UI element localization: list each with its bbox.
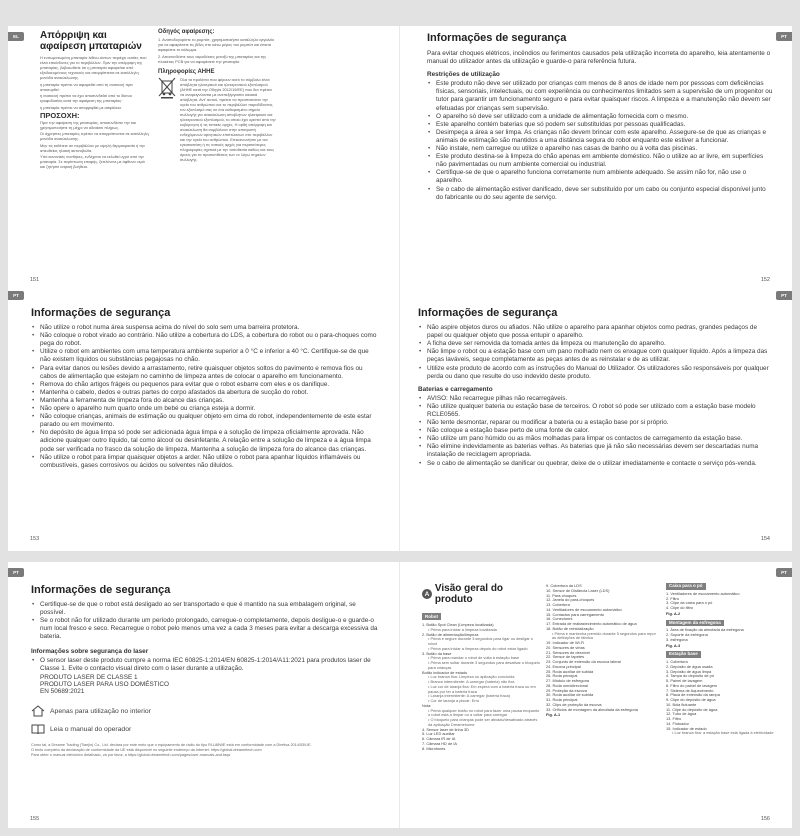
part-note: • Prima e segure durante 3 segundos para ligar ou desligar o robot [422,637,542,647]
page-title: Informações de segurança [31,584,171,596]
bullet-item: • No depósito de água limpa só pode ser adicionada água limpa e a solução de limpeza oficialmente aprovada. Não adicione qualquer outro líquido, tal como álcool ou desinfetante. A relação entre a solução de limpeza e a água limpa pode ser verificada no frasco da solução de limpeza. Mantenha a solução de limpeza fora do alcance das crianças. [31,429,381,453]
intro-paragraph: Η ενσωματωμένη μπαταρία λιθίου-ιόντων περιέχει ουσίες που είναι επικίνδυνες για το περιβάλλον. Πριν την απόρριψη της μπαταρίας, βεβαιωθείτε ότι η μπαταρία αφαιρείται από εξειδικευμένους τεχνικούς και απορρίπτεται σε κατάλληλη μονάδα ανακύκλωσης. [40,55,147,80]
part-item: 23. Conjunto de extensão da escova lateral [546,659,621,664]
guide-step: 1. Αναποδογυρίστε το ρομπότ, χρησιμοποιήστε κατάλληλο εργαλείο για να αφαιρέσετε τις βίδες στο κάτω μέρος του ρομπότ και έπειτα αφαιρέστε το κάλυμμα. [158,37,275,52]
part-item: 14. Ventiladores de escoamento automático [546,606,622,612]
caution-item: Μην τις εκθέτετε σε περιβάλλον με υψηλή θερμοκρασία ή την απευθείας ηλιακή ακτινοβολία. [40,142,145,153]
caution-item: Οι άχρηστες μπαταρίες πρέπει να απορρίπτονται σε κατάλληλη μονάδα ανακύκλωσης. [40,131,149,141]
bullet-item: • Utilize o robot em ambientes com uma temperatura ambiente superior a 0 °C e inferior a 40 °C. Certifique-se de que não existem líquidos ou substâncias pegajosas no chão. [31,348,381,364]
part-item: 7. Câmara HD de IA [422,740,458,746]
bullet-item: • Se o robot não for utilizado durante um período prolongado, carregue-o completamente, depois desligue-o e guarde-o num local fresco e seco. Recarregue o robot pelo menos uma vez a cada 3 meses para evitar a descarga excessiva da bateria. [31,617,381,641]
bullet-item: • Não coloque crianças, animais de estimação ou qualquer objeto em cima do robot, independentemente de este estar parado ou em movimento. [31,413,381,429]
intro-paragraph: Para evitar choques elétricos, incêndios ou ferimentos causados pela utilização incorreta do aparelho, leia atentamente o manual do utilizador antes da utilização e guarde-o para referência futura. [427,50,771,66]
bullet-item: • Utilize este produto de acordo com as instruções do Manual do Utilizador. Os utilizadores são responsáveis por qualquer perda ou dano que resulte do uso indevido deste produto. [418,365,773,381]
bullet-item: • Este produto destina-se à limpeza do chão apenas em ambiente doméstico. Não o utilize ao ar livre, em superfícies não pavimentadas ou num ambiente comercial ou industrial. [427,153,773,169]
bullet-item: • Se o cabo de alimentação se danificar ou quebrar, deixe de o utilizar imediatamente e contacte o serviço pós-venda. [418,460,773,468]
page-151 [8,26,400,292]
bullet-item: • O aparelho só deve ser utilizado com a unidade de alimentação fornecida com o mesmo. [427,113,773,121]
guide-heading: Οδηγός αφαίρεσης: [158,29,215,35]
part-item: 30. Roda auxiliar de subida [546,692,594,698]
figure-label: Fig. A-2 [666,610,681,616]
part-item: 17. Entrada de reabastecimento automático de água [546,621,637,626]
bullet-list [31,324,381,470]
removal-guide-column [158,30,276,163]
section-letter-badge: A [422,589,432,599]
page-title: Informações de segurança [31,307,171,319]
caution-list [40,120,150,170]
bullet-item: • Desimpeça a área a ser limpa. As crianças não devem brincar com este aparelho. Assegure-se de que as crianças e animais de estimação são mantidos a uma distância segura do robot enquanto este estiver a funcionar. [427,129,773,145]
part-item: 8. Microfones [422,745,446,751]
part-item: 16. Conectores [546,616,573,622]
bullet-item: • Não coloque a estação base perto de uma fonte de calor. [418,427,773,435]
page-title: Informações de segurança [418,307,558,319]
language-tab: PT [776,32,792,41]
bullet-item: • Não instale, nem carregue ou utilize o aparelho nas casas de banho ou à volta das piscinas. [427,145,773,153]
part-note: • O bloqueio para crianças pode ser ativado/desativado através da aplicação Dreamehome [422,718,542,728]
part-item: 10. Bóia flutuante [666,701,697,707]
read-manual-label: Leia o manual do operador [50,725,132,733]
part-item: 1. Área de fixação da almofada da esfregona [666,627,744,633]
part-item: 18. Botão de reinicialização [546,625,594,631]
figure-label: Fig. A-3 [666,642,681,648]
robot-parts-list-continued [546,584,656,719]
part-item: 15. Indicador de estado [666,725,707,731]
laser-line: PRODUTO LASER DE CLASSE 1 [40,673,138,681]
part-item: 5. Luz LED auxiliar [422,731,455,737]
section-badge: Estação base [666,651,701,658]
laser-class-lines [31,674,381,696]
part-item: 8. Placa de extensão da rampa [666,692,720,698]
part-item: 3. Botão da base [422,650,452,656]
bullet-item: η συσκευή πρέπει να έχει αποσυνδεθεί από το δίκτυο τροφοδοσίας κατά την αφαίρεση της μπαταρίας· [40,93,132,103]
part-item: 1. Cobertura [666,659,688,664]
indoor-use-label: Apenas para utilização no interior [50,707,151,715]
part-note: • Prima sem soltar durante 3 segundos para desativar o bloqueio para crianças [422,661,542,671]
part-item: 5. Painel de lavagem [666,678,703,683]
part-item: Botão indicador de estado [422,669,468,675]
weee-heading: Πληροφορίες ΑΗΗΕ [158,68,215,75]
part-item: 27. Módulo de esfregona [546,678,590,683]
section-badge: Montagem da esfregona [666,620,724,627]
part-item: 4. Sensor laser de linha 3D [422,726,469,732]
part-note: • Prima e mantenha premido durante 5 segundos para repor as definições de fábrica [546,632,656,642]
part-note: • Prima qualquer botão no robot para fazer uma pausa enquanto o robot está a limpar ou a voltar para carregar [422,709,542,719]
part-item: 31. Roda principal [546,697,578,702]
part-item: 6. Filtro do painel de lavagem [666,682,718,688]
section-badge: Caixa para o pó [666,583,706,590]
battery-disposal-column [40,30,150,171]
laser-bullet: • O sensor laser deste produto cumpre a norma IEC 60825-1:2014/EN 60825-1:2014/A11:2021 para produtos laser de Classe 1. Evite o contacto visual direto com o laser durante a utilização. [31,657,381,673]
part-note: • Prima para iniciar a limpeza depois do robot estar ligado [422,647,542,652]
bullet-item: • Não tente desmontar, reparar ou modificar a bateria ou a estação base por si próprio. [418,419,773,427]
part-item: 10. Sensor de Distância Laser (LDS) [546,587,610,593]
part-item: 9. Cobertura da LDS [546,583,582,588]
robot-parts-list [422,623,542,751]
part-item: 24. Escova principal [546,663,581,669]
page-title: Απόρριψη και αφαίρεση μπαταριών [40,30,142,52]
page-152 [400,26,792,292]
bullet-list [31,601,381,641]
conformity-notes [31,743,381,757]
page-153 [8,285,400,551]
page-156 [400,562,792,828]
part-item: 1. Botão Spot Clean (Limpeza localizada) [422,622,494,627]
page-title: Visão geral do produto [434,583,504,605]
page-number: 154 [760,536,770,542]
part-item: 29. Proteção da escova [546,687,587,693]
bullet-item: • Não utilize o robot para limpar quaisquer objetos a arder. Não utilize o robot para apanhar líquidos inflamáveis ou combustíveis, gases corrosivos ou ácidos ou solventes não diluídos. [31,454,381,470]
caution-item: Πριν την αφαίρεση της μπαταρίας, αποσυνδέστε την και χρησιμοποιήστε τη μέχρι να αδειάσει πλήρως. [40,119,136,130]
weee-paragraph: Όλα τα προϊόντα που φέρουν αυτό το σύμβολο είναι απόβλητα ηλεκτρικού και ηλεκτρονικού εξοπλισμού (ΑΗΗΕ κατά την Οδηγία 2012/19/ΕΕ) που δεν πρέπει να αναμειγνύονται με ανεπεξέργαστα οικιακά απόβλητα. Αντ' αυτού, πρέπει να προστατεύετε την υγεία του ανθρώπου και το περιβάλλον παραδίδοντας τον εξοπλισμό σας σε ένα καθορισμένο σημείο συλλογής για ανακύκλωση αποβλήτων ηλεκτρικού και ηλεκτρονικού εξοπλισμού, το οποίο έχει οριστεί από την κυβέρνηση ή τις τοπικές αρχές. Η ορθή απόρριψη και ανακύκλωση θα συμβάλουν στην αποτροπή ενδεχόμενων αρνητικών επιπτώσεων στο περιβάλλον και την υγεία του ανθρώπου. Επικοινωνήστε με τον εγκαταστάτη ή τις τοπικές αρχές για περισσότερες πληροφορίες σχετικά με την τοποθεσία καθώς και τους όρους για τα προσυπθέσεις των εν λόγω σημείων συλλογής. [180,76,276,162]
part-note: • Prima para iniciar a limpeza localizada [422,628,542,633]
bullet-item: • Para evitar danos ou lesões devido a arrastamento, retire quaisquer objetos soltos do pavimento e remova fios ou cabos de alimentação que estejam no caminho de limpeza antes de colocar o aparelho em funcionamento. [31,365,381,381]
part-item: 7. Sistema de Aquecimento [666,687,714,693]
bullet-item: • Se o cabo de alimentação estiver danificado, deve ser substituído por um cabo ou conjunto especial disponível junto do fabricante ou do seu agente de serviço. [427,186,773,202]
part-item: 12. Janela do para-choques [546,597,595,603]
part-item: 3. Clipe da caixa para o pó [666,600,713,606]
part-item: 2. Suporte da esfregona [666,632,708,637]
language-tab: PT [8,291,24,300]
part-note: • Cor de laranja a piscar: Erro [422,699,542,704]
part-item: 13. Filtro [666,716,682,721]
part-note: • Luz branca fixa: a estação base está ligada à eletricidade [666,731,778,736]
part-item: 15. Contactos para carregamento [546,611,604,617]
language-tab: PT [776,291,792,300]
part-item: 32. Clips de proteção da escova [546,701,602,707]
part-item: 3. Depósito de água limpa [666,668,712,674]
part-item: Nota: [422,702,432,708]
bullet-item: • Certifique-se de que o aparelho funciona corretamente num ambiente adequado. Se assim não for, não use o aparelho. [427,169,773,185]
page-number: 155 [30,816,40,822]
part-item: 2. Botão de alimentação/limpeza [422,631,479,637]
section-subtitle: Informações sobre segurança do laser [31,647,149,655]
part-item: 14. Flutuador [666,720,689,726]
section-subtitle: Restrições de utilização [427,71,500,79]
part-item: 1. Ventiladores de escoamento automático [666,590,740,596]
bullet-item: • A ficha deve ser removida da tomada antes da limpeza ou manutenção do aparelho. [418,340,773,348]
note-line: Para obter o manual eletrónico detalhado, vá por favor, a https://global.dreametech.com/pages/user-manuals-and-faqs [31,752,231,757]
part-item: 2. Filtro [666,595,679,601]
part-item: 13. Cobertura [546,602,570,607]
part-note: • Branca intermitente: A carregar (bateria) não fixa [422,680,542,685]
part-item: 26. Roda principal [546,673,578,679]
page-number: 152 [760,277,770,283]
spread-pages-151-152 [8,26,792,292]
language-tab: PT [776,568,792,577]
part-item: 3. esfregona [666,636,688,642]
part-item: 21. Sensores de desnível [546,649,590,655]
caution-item: Υπό κανονικές συνθήκες, ενδέχεται να εκλυθεί υγρό από την μπαταρία. Σε περίπτωση επαφής, ξεπλύνετε με άφθονο νερό και ζητήστε ιατρική βοήθεια. [40,154,145,169]
language-tab: PT [8,568,24,577]
bullet-item: • Não utilize qualquer bateria ou estação base de terceiros. O robot só pode ser utilizado com a estação base modelo RCLE0565. [418,403,773,419]
bullet-item: • Certifique-se de que o robot está desligado ao ser transportado e que é mantido na sua embalagem original, se possível. [31,601,381,617]
bullet-item: • Mantenha o cabelo, dedos e outras partes do corpo afastados da abertura de sucção do robot. [31,389,381,397]
figure-label: Fig. A-1 [546,712,561,718]
part-item: 22. Sensor de tapetes [546,654,585,660]
bullet-item: • Não elimine indevidamente as baterias velhas. As baterias que já não são necessárias devem ser descartadas numa instalação de reciclagem apropriada. [418,443,773,459]
note-line: O texto completo da declaração de conformidade da UE está disponível no seguinte endereço da Internet: https://global.dreametech.com [31,748,262,753]
bullet-list [40,82,150,110]
part-item: 2. Depósito de água usada [666,663,713,669]
laser-line: EN 50689:2021 [40,688,85,696]
page-154 [400,285,792,551]
page-number: 151 [30,277,40,283]
laser-line: PRODUTO LASER PARA USO DOMÉSTICO [40,680,170,688]
part-note: • Luz cor de laranja fixa: Em espera com a bateria fraca ou em pausa por ter a bateria fraca [422,685,542,695]
house-icon [31,705,45,717]
bullet-item: • Não utilize um pano húmido ou as mãos molhadas para limpar os contactos de carregamento da estação base. [418,435,773,443]
guide-steps [158,37,276,64]
bullet-item: • Não limpe o robot ou a estação base com um pano molhado nem os enxague com qualquer líquido. Após a limpeza das peças laváveis, seque completamente as peças antes de as reinstalar e de as utilizar. [418,348,773,364]
section-subtitle: Baterias e carregamento [418,385,493,393]
robot-badge: Robot [422,613,441,620]
part-item: 11. Clipe do depósito de água [666,706,718,712]
part-item: 19. Indicador de Wi-Fi [546,640,585,645]
note-line: Como tal, a Dreame Trading (Tianjin) Co., Ltd. declara por este meio que o equipamento de rádio do tipo RLL88WE está em conformidade com a Diretiva 2014/53/UE. [31,743,312,748]
bullet-item: • Mantenha a ferramenta de limpeza fora do alcance das crianças. [31,397,381,405]
bullet-item: • Não coloque o robot virado ao contrário. Não utilize a cobertura do LDS, a cobertura do robot ou o para-choques como pega do robot. [31,332,381,348]
part-item: 4. Tampa do depósito de pó [666,673,714,679]
part-note: • Luz branca fixa: Limpeza ou aplicação concluída [422,675,542,680]
spread-pages-153-154 [8,285,792,551]
part-note: • Laranja intermitente: A carregar (bateria fraca) [422,694,542,699]
bullet-item: • Remova do chão artigos frágeis ou pequenos para evitar que o robot esbarre com eles e os danifique. [31,381,381,389]
part-item: 20. Sensores de virtas [546,644,585,650]
page-155 [8,562,400,828]
page-title: Informações de segurança [427,32,567,44]
part-note: • Prima para mandar o robot de volta à estação base [422,656,542,661]
bullet-item: • Este produto não deve ser utilizado por crianças com menos de 8 anos de idade nem por pessoas com deficiências físicas, sensoriais, intelectuais, ou com experiência ou conhecimentos limitados sem a supervisão de um progenitor ou tutor para garantir um funcionamento seguro e para evitar quaisquer riscos. A limpeza e a manutenção não devem ser efetuadas por crianças sem supervisão. [427,80,773,112]
bullet-item: • AVISO: Não recarregue pilhas não recarregáveis. [418,395,773,403]
crossed-bin-icon [158,77,176,99]
part-item: 6. Câmara IR de IA [422,736,456,741]
bullet-item: η μπαταρία πρέπει να αφαιρεθεί από τη συσκευή πριν αποσυρθεί· [40,81,134,92]
bullet-item: • Não opere o aparelho num quarto onde um bebé ou criança esteja a dormir. [31,405,381,413]
bullet-item: • Não aspire objetos duros ou afiados. Não utilize o aparelho para apanhar objetos como pedras, grandes pedaços de papel ou qualquer objeto que possa entupir o aparelho. [418,324,773,340]
bullet-item: • Não utilize o robot numa área suspensa acima do nível do solo sem uma barreira protetora. [31,324,381,332]
part-item: 4. Clipe do filtro [666,605,694,610]
language-tab: EL [8,32,24,41]
part-item: 9. Clipe do depósito de água [666,697,716,702]
spread-pages-155-156 [8,562,792,828]
accessory-parts-list [666,580,778,736]
manual-book-icon [31,723,45,735]
guide-step: 2. Αποσυνδέστε τους ακροδέκτες μεταξύ της μπαταρίας και της πλακέτας PCB για να αφαιρέσετε την μπαταρία. [158,53,267,64]
bullet-list [427,80,773,201]
bullet-item: • Este aparelho contém baterias que só podem ser substituídas por pessoas qualificadas. [427,121,773,129]
battery-bullet-list [418,395,773,468]
page-number: 156 [760,816,770,822]
part-item: 12. Tubo de água [666,711,697,717]
part-item: 28. Roda omnidirecional [546,682,588,688]
part-item: 25. Roda auxiliar de subida [546,668,594,674]
part-item: 33. Orifícios de montagem da almofada da esfregona [546,706,638,712]
bullet-list [418,324,773,381]
bullet-item: η μπαταρία πρέπει να απορριφθεί με ασφάλεια. [40,104,122,110]
part-item: 11. Para-choques [546,592,577,598]
page-number: 153 [30,536,40,542]
caution-heading: ΠΡΟΣΟΧΗ: [40,110,80,120]
